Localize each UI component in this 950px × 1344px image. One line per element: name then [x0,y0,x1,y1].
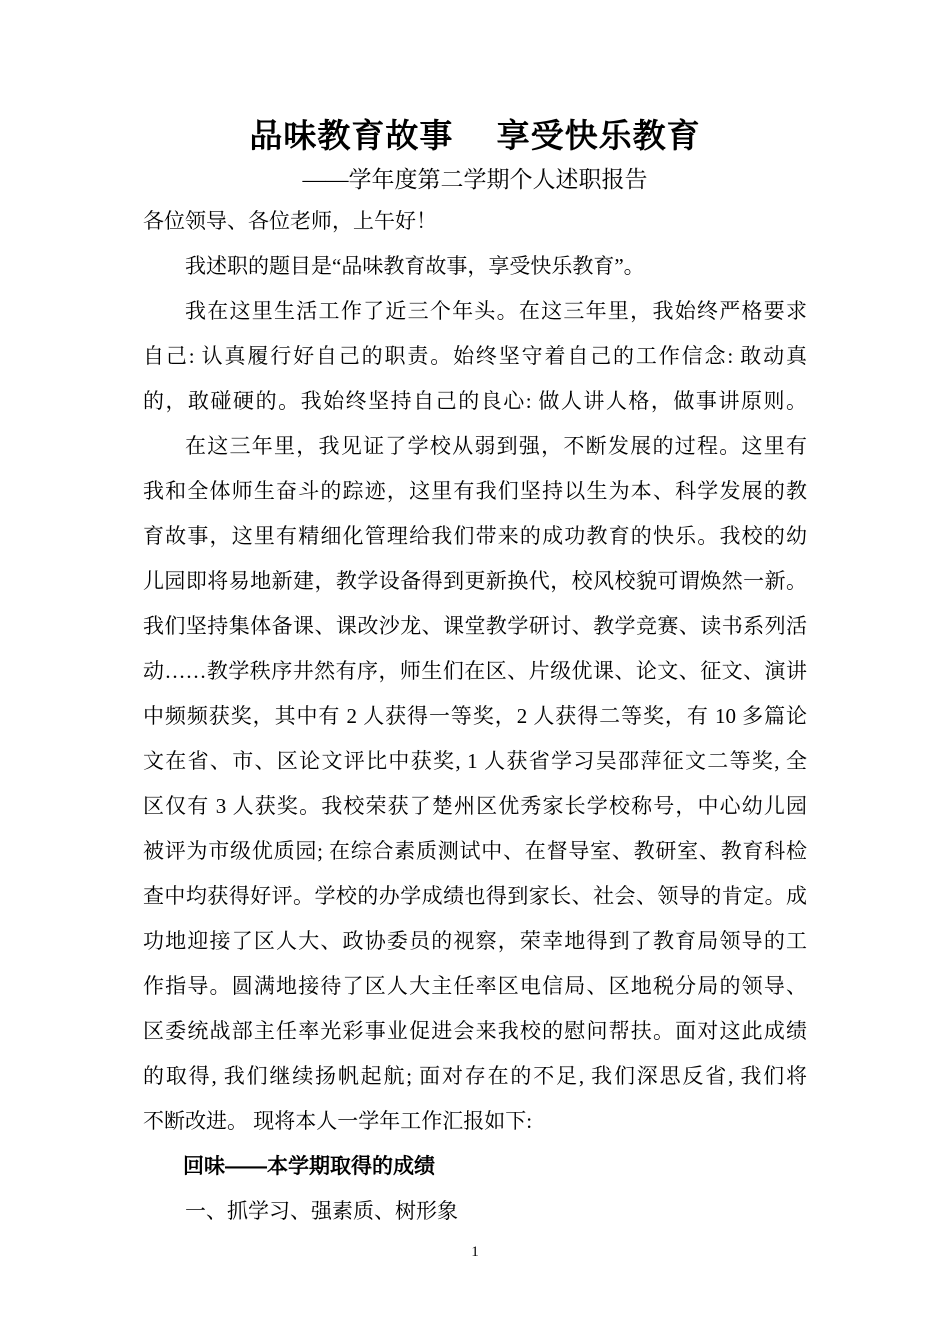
page-number: 1 [471,1244,479,1260]
body-line: 作指导。圆满地接待了区人大主任率区电信局、区地税分局的领导、 [143,974,807,998]
body-line: 我和全体师生奋斗的踪迹，这里有我们坚持以生为本、科学发展的教 [143,479,807,503]
body-line: 儿园即将易地新建，教学设备得到更新换代，校风校貌可谓焕然一新。 [143,569,807,593]
document-body [0,199,950,1234]
body-line: 动……教学秩序井然有序，师生们在区、片级优课、论文、征文、演讲 [143,659,807,683]
body-line: 功地迎接了区人大、政协委员的视察，荣幸地得到了教育局领导的工 [143,929,807,953]
body-line: 一、抓学习、强素质、树形象 [185,1199,458,1223]
body-line: 的，敢碰硬的。我始终坚持自己的良心: 做人讲人格，做事讲原则。 [143,389,807,413]
body-line: 我在这里生活工作了近三个年头。在这三年里，我始终严格要求 [185,299,807,323]
body-line: 的取得, 我们继续扬帆起航; 面对存在的不足, 我们深思反省, 我们将 [143,1064,807,1088]
body-line: 我们坚持集体备课、课改沙龙、课堂教学研讨、教学竞赛、读书系列活 [143,614,807,638]
body-line: 文在省、市、区论文评比中获奖, 1 人获省学习吴邵萍征文二等奖, 全 [143,749,807,773]
body-line: 育故事，这里有精细化管理给我们带来的成功教育的快乐。我校的幼 [143,524,807,548]
body-line: 中频频获奖，其中有 2 人获得一等奖，2 人获得二等奖，有 10 多篇论 [143,704,807,728]
section-heading: 回味——本学期取得的成绩 [183,1155,435,1178]
body-line: 各位领导、各位老师，上午好！ [143,209,437,233]
body-line: 被评为市级优质园; 在综合素质测试中、在督导室、教研室、教育科检 [143,839,807,863]
body-line: 在这三年里，我见证了学校从弱到强，不断发展的过程。这里有 [185,434,807,458]
document-title: 品味教育故事 享受快乐教育 [249,119,701,155]
body-line: 自己: 认真履行好自己的职责。始终坚守着自己的工作信念: 敢动真 [143,344,807,368]
body-line: 不断改进。 现将本人一学年工作汇报如下: [143,1109,533,1133]
body-line: 我述职的题目是“品味教育故事，享受快乐教育”。 [185,254,645,278]
body-line: 查中均获得好评。学校的办学成绩也得到家长、社会、领导的肯定。成 [143,884,807,908]
body-line: 区仅有 3 人获奖。我校荣获了楚州区优秀家长学校称号，中心幼儿园 [143,794,807,818]
body-line: 区委统战部主任率光彩事业促进会来我校的慰问帮扶。面对这此成绩 [143,1019,807,1043]
document-subtitle: ——学年度第二学期个人述职报告 [302,167,648,192]
